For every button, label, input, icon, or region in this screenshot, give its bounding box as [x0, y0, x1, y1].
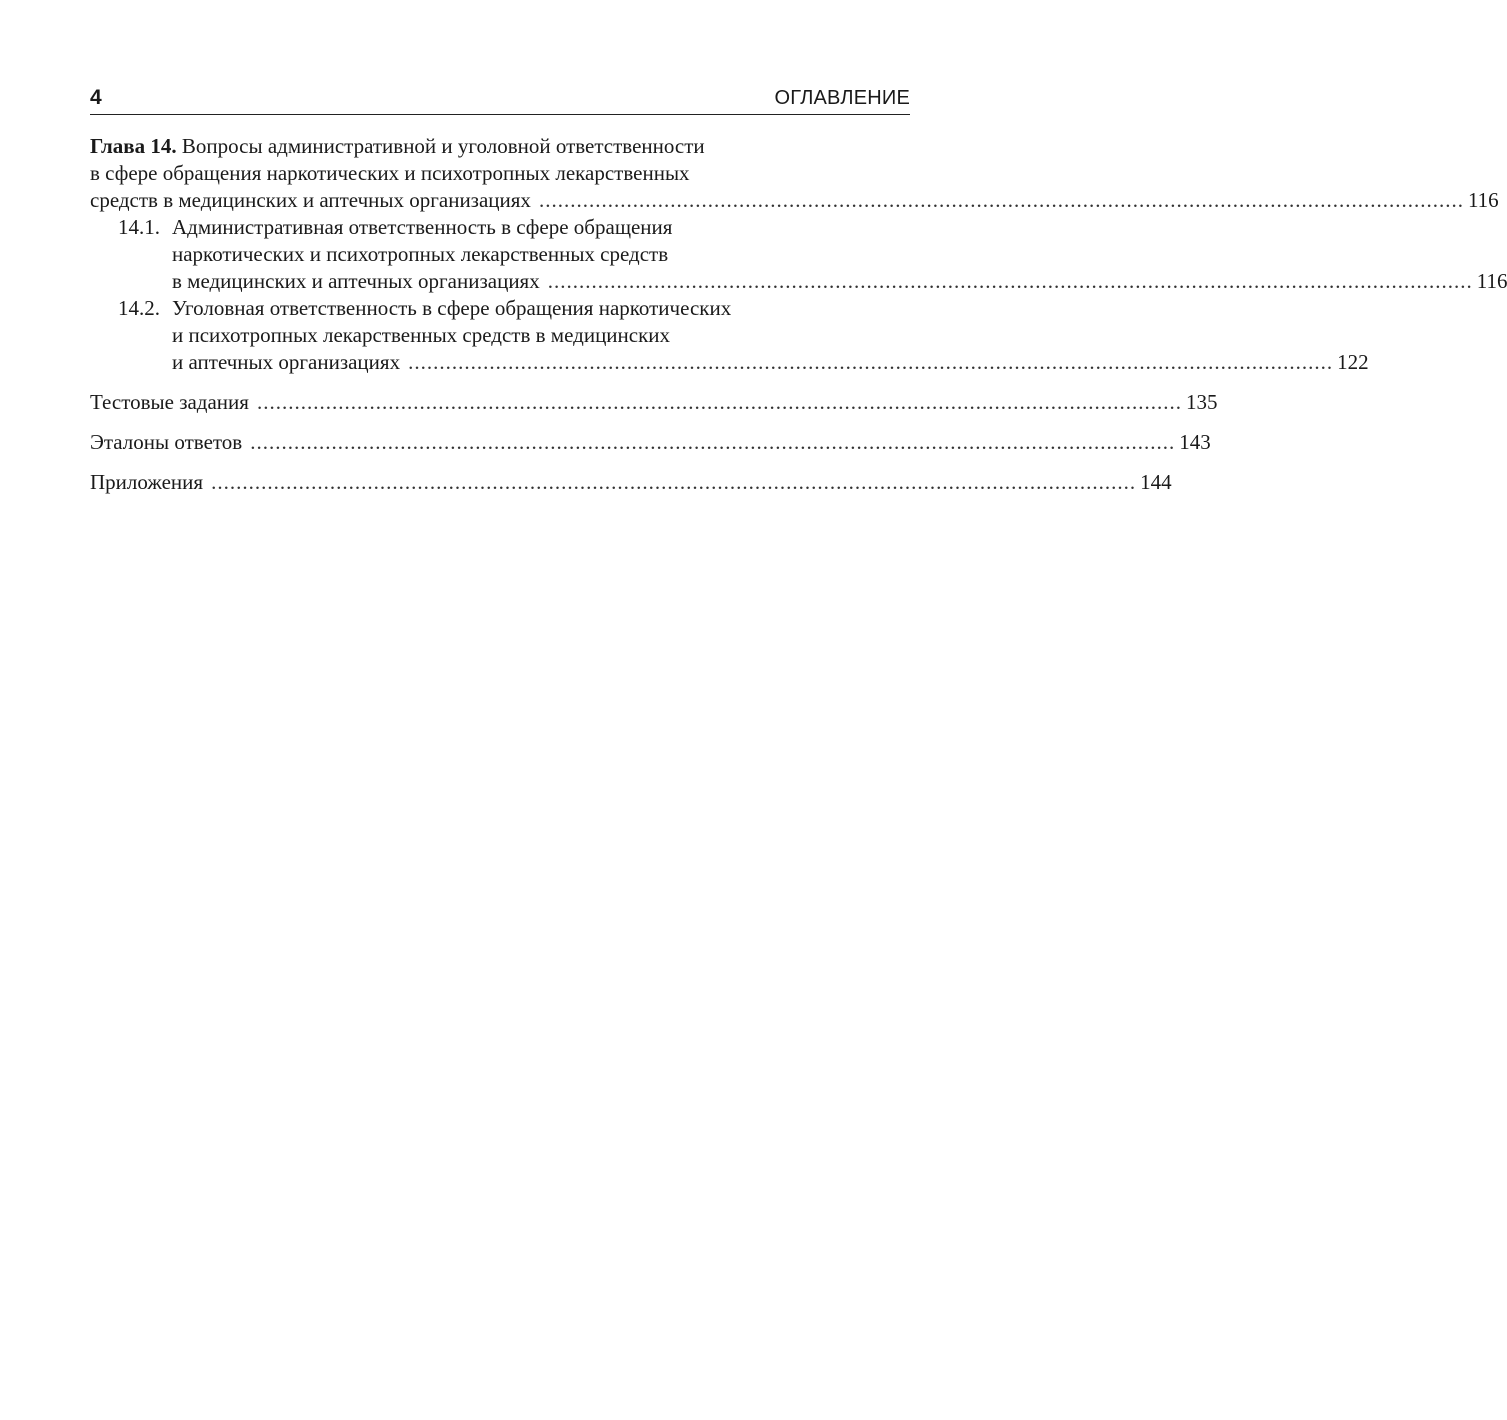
toc-entry-line: [90, 469, 1172, 496]
toc-chapter-14[interactable]: [90, 133, 1499, 214]
toc-entry-line: [90, 429, 1211, 456]
toc-entry-line: [90, 389, 1218, 416]
dot-leader: ....................................................................................................................................................: [250, 430, 1176, 454]
section-line-3: [118, 268, 1507, 295]
chapter-title-line-1: Вопросы административной и уголовной ответственности: [181, 134, 705, 158]
toc-entry-answers[interactable]: [90, 429, 1211, 456]
chapter-title-line-3: средств в медицинских и аптечных организациях: [90, 188, 531, 212]
section-number: 14.1.: [118, 215, 160, 239]
section-page-number: 116: [1476, 269, 1507, 293]
toc-entry-page-number: 143: [1179, 430, 1211, 454]
dot-leader: ....................................................................................................................................................: [538, 188, 1464, 212]
section-title-line-3: и аптечных организациях: [172, 350, 401, 374]
toc-entry-page-number: 135: [1185, 390, 1218, 414]
toc-chapter-line-1: [90, 133, 910, 160]
section-page-number: 122: [1337, 350, 1369, 374]
page-number: 4: [90, 86, 102, 109]
section-line-1: [118, 295, 910, 322]
section-title-line-2: и психотропных лекарственных средств в медицинских: [172, 323, 671, 347]
toc-entry-appendices[interactable]: [90, 469, 1172, 496]
chapter-label: Глава 14.: [90, 134, 177, 158]
toc-entry-page-number: 144: [1140, 470, 1172, 494]
section-number: 14.2.: [118, 296, 160, 320]
dot-leader: ....................................................................................................................................................: [256, 390, 1182, 414]
section-title-line-1: Административная ответственность в сфере обращения: [172, 215, 673, 239]
toc-entry-title: Эталоны ответов: [90, 430, 243, 454]
toc-entry-tests[interactable]: [90, 389, 1218, 416]
dot-leader: ....................................................................................................................................................: [547, 269, 1473, 293]
section-line-1: [118, 214, 910, 241]
dot-leader: ....................................................................................................................................................: [408, 350, 1334, 374]
toc-section-14-2[interactable]: [90, 295, 1369, 376]
table-of-contents: [90, 133, 1507, 496]
toc-entry-title: Приложения: [90, 470, 204, 494]
section-title-line-2: наркотических и психотропных лекарственных средств: [172, 242, 669, 266]
dot-leader: ....................................................................................................................................................: [211, 470, 1137, 494]
chapter-page-number: 116: [1467, 188, 1499, 212]
page-header: [90, 86, 910, 115]
toc-section-14-1[interactable]: [90, 214, 1507, 295]
section-title-line-3: в медицинских и аптечных организациях: [172, 269, 540, 293]
toc-entry-title: Тестовые задания: [90, 390, 249, 414]
toc-chapter-line-3: [90, 187, 1499, 214]
chapter-title-line-2: в сфере обращения наркотических и психотропных лекарственных: [90, 161, 690, 185]
running-title: ОГЛАВЛЕНИЕ: [774, 87, 910, 109]
section-line-3: [118, 349, 1369, 376]
section-title-line-1: Уголовная ответственность в сфере обращения наркотических: [172, 296, 732, 320]
